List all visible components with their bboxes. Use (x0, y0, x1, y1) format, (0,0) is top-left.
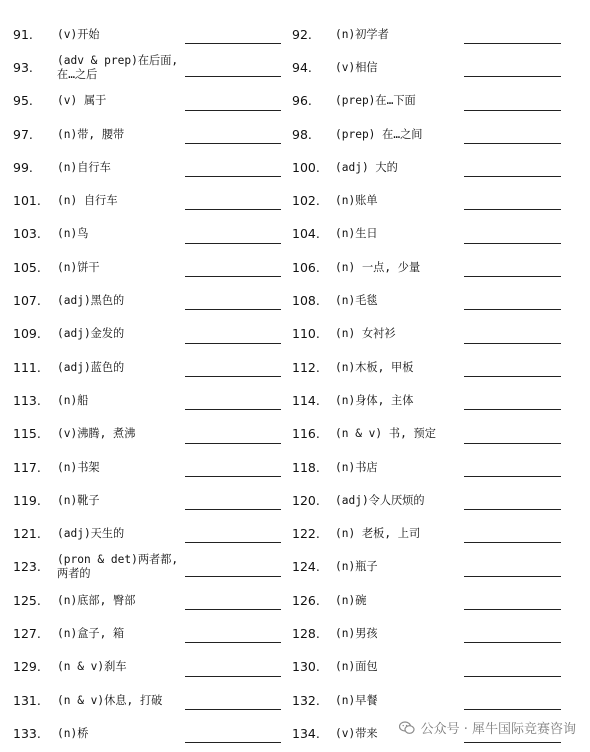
list-item (0, 218, 590, 251)
item-definition: (n)早餐 (335, 693, 378, 707)
answer-blank[interactable] (464, 43, 561, 44)
item-definition: (n & v) 书, 预定 (335, 427, 436, 441)
list-item (0, 484, 590, 517)
table-row (0, 551, 590, 584)
item-number: 101. (13, 192, 41, 208)
item-number: 102. (292, 192, 320, 208)
item-number: 129. (13, 659, 41, 675)
item-number: 95. (13, 92, 33, 108)
item-number: 99. (13, 159, 33, 175)
item-number: 106. (292, 259, 320, 275)
item-definition: (n)身体, 主体 (335, 393, 414, 407)
table-row (0, 318, 590, 351)
list-item (0, 351, 590, 384)
answer-blank[interactable] (464, 76, 561, 77)
item-number: 97. (13, 126, 33, 142)
item-number: 125. (13, 592, 41, 608)
answer-blank[interactable] (464, 409, 561, 410)
answer-blank[interactable] (464, 443, 561, 444)
item-definition: (n & v)刹车 (57, 660, 127, 674)
item-definition: (n)瓶子 (335, 560, 378, 574)
list-item (0, 684, 590, 717)
list-item (0, 617, 590, 650)
item-number: 119. (13, 492, 41, 508)
list-item (0, 584, 590, 617)
answer-blank[interactable] (464, 676, 561, 677)
item-definition: (adj)蓝色的 (57, 360, 125, 374)
answer-blank[interactable] (464, 609, 561, 610)
answer-blank[interactable] (464, 176, 561, 177)
item-definition: (n)碗 (335, 593, 367, 607)
answer-blank[interactable] (464, 742, 561, 743)
item-definition: (n)盒子, 箱 (57, 626, 125, 640)
table-row (0, 85, 590, 118)
item-definition: (n & v)休息, 打破 (57, 693, 163, 707)
item-number: 122. (292, 525, 320, 541)
item-definition: (n)带, 腰带 (57, 127, 125, 141)
answer-blank[interactable] (464, 642, 561, 643)
table-row (0, 684, 590, 717)
item-definition: (n) 女衬衫 (335, 327, 396, 341)
item-number: 115. (13, 425, 41, 441)
list-item (0, 451, 590, 484)
item-number: 96. (292, 92, 312, 108)
item-definition: (n)桥 (57, 726, 89, 740)
item-number: 130. (292, 659, 320, 675)
item-number: 126. (292, 592, 320, 608)
item-definition: (n)面包 (335, 660, 378, 674)
item-definition: (adj) 大的 (335, 160, 398, 174)
watermark (395, 717, 580, 738)
item-definition: (n)书架 (57, 460, 100, 474)
item-number: 128. (292, 625, 320, 641)
item-number: 124. (292, 559, 320, 575)
list-item (0, 284, 590, 317)
answer-blank[interactable] (464, 276, 561, 277)
table-row (0, 418, 590, 451)
list-item (0, 251, 590, 284)
item-definition: (v) 属于 (57, 94, 107, 108)
list-item (0, 517, 590, 550)
table-row (0, 18, 590, 51)
answer-blank[interactable] (464, 376, 561, 377)
item-number: 127. (13, 625, 41, 641)
item-definition: (adj)令人厌烦的 (335, 493, 425, 507)
item-definition: (adj)金发的 (57, 327, 125, 341)
vocabulary-sheet (0, 18, 590, 751)
table-row (0, 251, 590, 284)
answer-blank[interactable] (464, 576, 561, 577)
list-item (0, 85, 590, 118)
item-definition: (n)靴子 (57, 493, 100, 507)
item-definition: (n)账单 (335, 194, 378, 208)
item-number: 93. (13, 59, 33, 75)
item-definition: (n)书店 (335, 460, 378, 474)
item-definition: (n)木板, 甲板 (335, 360, 414, 374)
item-definition: (n) 老板, 上司 (335, 527, 421, 541)
table-row (0, 51, 590, 84)
list-item (0, 651, 590, 684)
item-definition: (adj)黑色的 (57, 294, 125, 308)
item-number: 110. (292, 326, 320, 342)
item-number: 103. (13, 226, 41, 242)
item-definition: (n)自行车 (57, 160, 111, 174)
answer-blank[interactable] (464, 209, 561, 210)
table-row (0, 484, 590, 517)
item-number: 109. (13, 326, 41, 342)
item-number: 112. (292, 359, 320, 375)
watermark-text: 公众号 · 犀牛国际竞赛咨询 (420, 722, 576, 737)
item-number: 108. (292, 292, 320, 308)
table-row (0, 451, 590, 484)
item-definition: (n) 一点, 少量 (335, 260, 421, 274)
item-definition: (n)初学者 (335, 27, 389, 41)
answer-blank[interactable] (464, 343, 561, 344)
answer-blank[interactable] (464, 143, 561, 144)
item-number: 98. (292, 126, 312, 142)
table-row (0, 384, 590, 417)
item-number: 105. (13, 259, 41, 275)
answer-blank[interactable] (464, 309, 561, 310)
item-definition: (prep) 在…之间 (335, 127, 423, 141)
list-item (0, 318, 590, 351)
table-row (0, 284, 590, 317)
item-definition: (n)鸟 (57, 227, 89, 241)
item-definition: (n)男孩 (335, 626, 378, 640)
table-row (0, 218, 590, 251)
item-number: 131. (13, 692, 41, 708)
table-row (0, 184, 590, 217)
item-definition: (n)船 (57, 393, 89, 407)
item-number: 107. (13, 292, 41, 308)
answer-blank[interactable] (464, 243, 561, 244)
item-number: 94. (292, 59, 312, 75)
item-number: 123. (13, 559, 41, 575)
item-definition: (adv & prep)在后面, 在…之后 (57, 53, 179, 81)
item-number: 114. (292, 392, 320, 408)
item-definition: (adj)天生的 (57, 527, 125, 541)
item-definition: (prep)在…下面 (335, 94, 416, 108)
list-item (0, 151, 590, 184)
table-row (0, 151, 590, 184)
table-row (0, 118, 590, 151)
item-number: 134. (292, 725, 320, 741)
list-item (0, 418, 590, 451)
list-item (0, 51, 590, 84)
item-definition: (v)沸腾, 煮沸 (57, 427, 136, 441)
table-row (0, 584, 590, 617)
item-definition: (n) 自行车 (57, 194, 118, 208)
item-definition: (n)毛毯 (335, 294, 378, 308)
item-number: 91. (13, 26, 33, 42)
item-definition: (v)带来 (335, 726, 378, 740)
item-number: 132. (292, 692, 320, 708)
list-item (0, 184, 590, 217)
answer-blank[interactable] (464, 709, 561, 710)
table-row (0, 651, 590, 684)
wechat-icon (399, 721, 415, 735)
answer-blank[interactable] (464, 509, 561, 510)
item-number: 100. (292, 159, 320, 175)
item-number: 118. (292, 459, 320, 475)
item-definition: (n)饼干 (57, 260, 100, 274)
item-number: 116. (292, 425, 320, 441)
item-number: 117. (13, 459, 41, 475)
list-item (0, 384, 590, 417)
table-row (0, 617, 590, 650)
table-row (0, 517, 590, 550)
item-definition: (n)底部, 臀部 (57, 593, 136, 607)
item-definition: (pron & det)两者都, 两者的 (57, 553, 179, 581)
item-number: 121. (13, 525, 41, 541)
item-definition: (v)相信 (335, 60, 378, 74)
item-number: 111. (13, 359, 41, 375)
item-definition: (n)生日 (335, 227, 378, 241)
table-row (0, 351, 590, 384)
answer-blank[interactable] (464, 476, 561, 477)
list-item (0, 118, 590, 151)
item-definition: (v)开始 (57, 27, 100, 41)
item-number: 92. (292, 26, 312, 42)
list-item (0, 551, 590, 584)
item-number: 120. (292, 492, 320, 508)
item-number: 133. (13, 725, 41, 741)
answer-blank[interactable] (464, 110, 561, 111)
list-item (0, 18, 590, 51)
item-number: 104. (292, 226, 320, 242)
answer-blank[interactable] (464, 542, 561, 543)
item-number: 113. (13, 392, 41, 408)
